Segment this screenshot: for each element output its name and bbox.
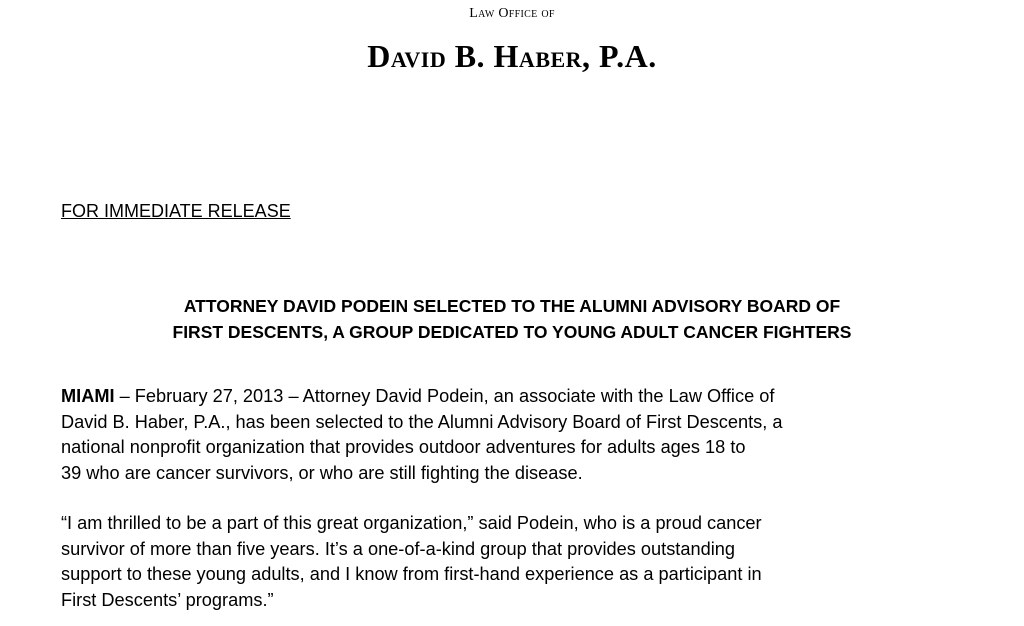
release-label: FOR IMMEDIATE RELEASE — [61, 201, 291, 221]
paragraph-2-line-4: First Descents’ programs.” — [61, 589, 274, 610]
letterhead-office-label: Law Office of — [469, 6, 555, 21]
paragraph-1-line-3: national nonprofit organization that provides outdoor adventures for adults ages 18 to — [61, 437, 746, 457]
paragraph-1-line-1 — [61, 384, 991, 410]
dateline: MIAMI — [61, 386, 115, 406]
headline-line-2: FIRST DESCENTS, A GROUP DEDICATED TO YOUNG ADULT CANCER FIGHTERS — [172, 322, 852, 342]
paragraph-2-line-1: “I am thrilled to be a part of this great organization,” said Podein, who is a proud cancer — [61, 513, 762, 533]
paragraph-1-line-4: 39 who are cancer survivors, or who are still fighting the disease. — [61, 462, 583, 483]
paragraph-1 — [61, 384, 991, 486]
paragraph-2-line-3: support to these young adults, and I know from first-hand experience as a participant in — [61, 564, 762, 584]
paragraph-2 — [61, 511, 991, 613]
press-release-headline — [0, 293, 1024, 345]
headline-line-1: ATTORNEY DAVID PODEIN SELECTED TO THE ALUMNI ADVISORY BOARD OF — [183, 296, 841, 316]
letterhead-firm-name: David B. Haber, P.A. — [367, 38, 657, 74]
paragraph-1-line-1-text: – February 27, 2013 – Attorney David Podein, an associate with the Law Office of — [114, 386, 775, 406]
paragraph-1-line-2: David B. Haber, P.A., has been selected to the Alumni Advisory Board of First Descents, a — [61, 411, 783, 432]
paragraph-2-line-2: survivor of more than five years. It’s a one-of-a-kind group that provides outstanding — [61, 538, 735, 559]
